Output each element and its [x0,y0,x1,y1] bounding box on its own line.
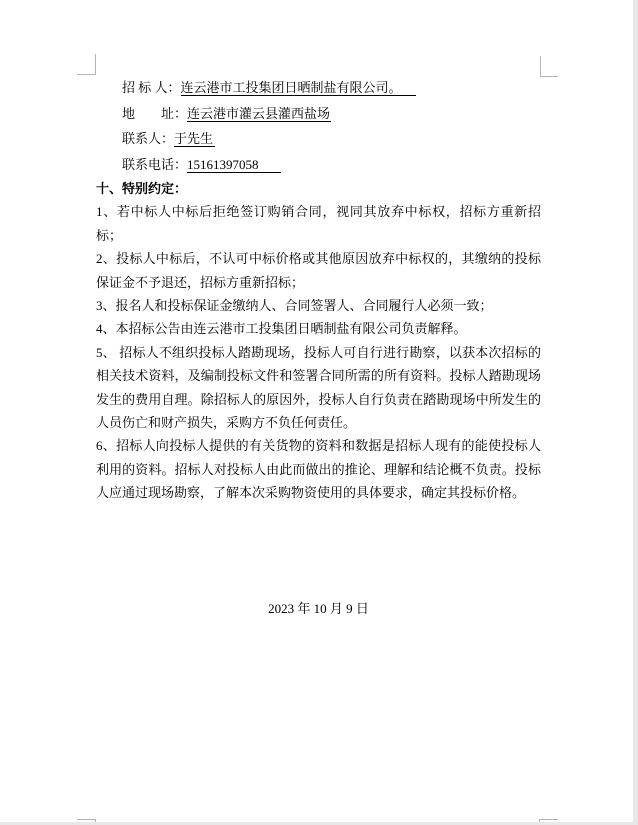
contact-block [96,75,541,177]
clause-4: 4、本招标公告由连云港市工投集团日晒制盐有限公司负责解释。 [96,321,467,337]
clause-6: 6、招标人向投标人提供的有关货物的资料和数据是招标人现有的能使投标人利用的资料。招标人对投标人由此而做出的推论、理解和结论概不负责。投标人应通过现场勘察，了解本次采购物资使用的具体要求，确定其投标价格。 [96,438,541,501]
bidder-label: 招 标 人： [122,80,181,95]
text-boundary-mark-top-right [540,56,558,77]
contact-person-value-underlined: 于先生 [174,131,214,146]
canvas-edge-right [633,0,638,825]
clause-2: 2、投标人中标后，不认可中标价格或其他原因放弃中标权的，其缴纳的投标保证金不予退还，招标方重新招标； [96,251,541,290]
contact-person-label: 联系人： [122,131,175,146]
clause-5: 5、 招标人不组织投标人踏勘现场，投标人可自行进行勘察，以获本次招标的相关技术资料，及编制投标文件和签署合同所需的所有资料。投标人踏勘现场发生的费用自理。除招标人的原因外，投标人自行负责在踏勘现场中所发生的人员伤亡和财产损失，采购方不负任何责任。 [96,344,541,431]
document-content [96,75,541,620]
clause-3: 3、报名人和投标保证金缴纳人、合同签署人、合同履行人必须一致； [96,298,493,314]
phone-label: 联系电话： [122,156,188,172]
bidder-value-underlined: 连云港市工投集团日晒制盐有限公司。 [181,80,416,96]
contact-line-bidder [96,75,541,101]
phone-value-underlined: 15161397058 [187,157,281,173]
document-date: 2023 年 10 月 9 日 [268,600,369,616]
clause-1: 1、若中标人中标后拒绝签订购销合同，视同其放弃中标权，招标方重新招标； [96,204,541,243]
contact-line-address [96,101,541,127]
address-label: 地 址： [122,105,188,121]
address-value-underlined: 连云港市灌云县灌西盐场 [187,105,331,121]
contact-line-person [96,126,541,152]
contact-line-phone [96,152,541,178]
text-boundary-mark-top-left [77,54,96,75]
section-heading-special-provisions: 十、特别约定： [96,181,188,196]
